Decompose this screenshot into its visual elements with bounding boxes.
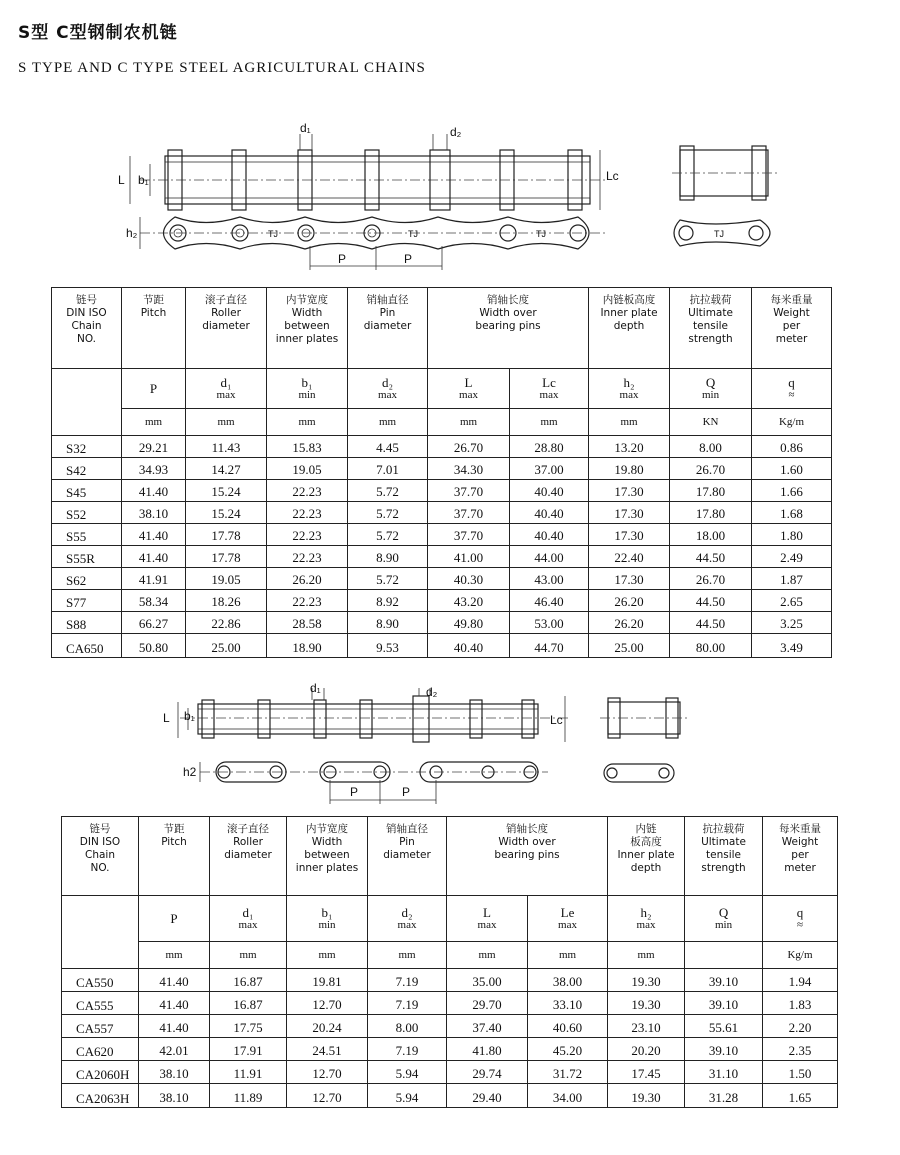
table-row xyxy=(62,992,838,1015)
value-cell: 41.40 xyxy=(122,480,186,502)
value-cell: 22.23 xyxy=(267,590,348,612)
symbol-cell: q ≈ xyxy=(752,369,832,409)
value-cell: 20.20 xyxy=(608,1038,685,1061)
value-cell: 39.10 xyxy=(685,969,763,992)
symbol-cell: h₂ max xyxy=(589,369,670,409)
value-cell: 9.53 xyxy=(348,634,428,658)
value-cell: 19.30 xyxy=(608,992,685,1015)
value-cell: 2.35 xyxy=(763,1038,838,1061)
value-cell: 16.87 xyxy=(210,992,287,1015)
dim-label-pitch: P xyxy=(404,252,413,266)
value-cell: 5.94 xyxy=(368,1084,447,1108)
value-cell: 15.83 xyxy=(267,436,348,458)
value-cell: 3.49 xyxy=(752,634,832,658)
value-cell: 50.80 xyxy=(122,634,186,658)
dim-label-h2: h₂ xyxy=(126,226,138,240)
col-header-plate-depth: 内链板高度 Inner plate depth xyxy=(589,288,670,369)
value-cell: 17.30 xyxy=(589,568,670,590)
c-type-table-body xyxy=(62,969,838,1108)
value-cell: 42.01 xyxy=(139,1038,210,1061)
value-cell: 8.00 xyxy=(368,1015,447,1038)
value-cell: 17.30 xyxy=(589,524,670,546)
col-header-tensile: 抗拉载荷 Ultimate tensile strength xyxy=(685,817,763,896)
table-row xyxy=(52,480,832,502)
s-type-spec-table xyxy=(51,287,832,658)
value-cell: 22.23 xyxy=(267,480,348,502)
symbol-cell: Lc max xyxy=(510,369,589,409)
dim-label-L: L xyxy=(118,173,125,187)
value-cell: 12.70 xyxy=(287,1061,368,1084)
value-cell: 25.00 xyxy=(186,634,267,658)
value-cell: 26.70 xyxy=(670,568,752,590)
symbol-cell: Le max xyxy=(528,896,608,942)
value-cell: 39.10 xyxy=(685,1038,763,1061)
value-cell: 17.30 xyxy=(589,502,670,524)
chain-number-cell: S45 xyxy=(52,480,122,502)
unit-cell: mm xyxy=(447,942,528,969)
value-cell: 29.74 xyxy=(447,1061,528,1084)
value-cell: 1.65 xyxy=(763,1084,838,1108)
value-cell: 45.20 xyxy=(528,1038,608,1061)
value-cell: 17.30 xyxy=(589,480,670,502)
value-cell: 37.00 xyxy=(510,458,589,480)
chain-number-cell: S52 xyxy=(52,502,122,524)
chain-blank-cell xyxy=(62,896,139,969)
symbol-cell: L max xyxy=(447,896,528,942)
value-cell: 40.40 xyxy=(510,502,589,524)
value-cell: 40.60 xyxy=(528,1015,608,1038)
value-cell: 1.66 xyxy=(752,480,832,502)
value-cell: 17.80 xyxy=(670,502,752,524)
chain-number-cell: S42 xyxy=(52,458,122,480)
symbol-cell: Q min xyxy=(670,369,752,409)
symbol-cell: h₂ max xyxy=(608,896,685,942)
table-row xyxy=(62,1015,838,1038)
table-row xyxy=(52,458,832,480)
value-cell: 25.00 xyxy=(589,634,670,658)
table-row xyxy=(62,969,838,992)
value-cell: 16.87 xyxy=(210,969,287,992)
value-cell: 31.10 xyxy=(685,1061,763,1084)
value-cell: 29.40 xyxy=(447,1084,528,1108)
value-cell: 1.94 xyxy=(763,969,838,992)
value-cell: 17.80 xyxy=(670,480,752,502)
dim-label-Lc: Lc xyxy=(550,713,563,727)
value-cell: 37.70 xyxy=(428,480,510,502)
col-header-inner-width: 内节宽度 Width between inner plates xyxy=(287,817,368,896)
table-row xyxy=(52,590,832,612)
col-header-plate-depth: 内链 板高度 Inner plate depth xyxy=(608,817,685,896)
chain-number-cell: S77 xyxy=(52,590,122,612)
value-cell: 37.70 xyxy=(428,502,510,524)
value-cell: 15.24 xyxy=(186,480,267,502)
col-header-tensile: 抗拉载荷 Ultimate tensile strength xyxy=(670,288,752,369)
chain-number-cell: CA2063H xyxy=(62,1084,139,1108)
value-cell: 26.20 xyxy=(267,568,348,590)
col-header-pin-length: 销轴长度 Width over bearing pins xyxy=(447,817,608,896)
col-header-weight: 每米重量 Weight per meter xyxy=(763,817,838,896)
symbol-cell: d₂ max xyxy=(348,369,428,409)
value-cell: 19.05 xyxy=(186,568,267,590)
chain-number-cell: CA620 xyxy=(62,1038,139,1061)
unit-cell: Kg/m xyxy=(752,409,832,436)
table-row xyxy=(62,1038,838,1061)
value-cell: 5.94 xyxy=(368,1061,447,1084)
value-cell: 58.34 xyxy=(122,590,186,612)
chain-number-cell: CA650 xyxy=(52,634,122,658)
table-row xyxy=(62,1084,838,1108)
value-cell: 17.78 xyxy=(186,524,267,546)
value-cell: 18.90 xyxy=(267,634,348,658)
unit-cell: mm xyxy=(528,942,608,969)
value-cell: 41.40 xyxy=(139,1015,210,1038)
value-cell: 34.93 xyxy=(122,458,186,480)
col-header-pitch: 节距 Pitch xyxy=(122,288,186,369)
value-cell: 34.00 xyxy=(528,1084,608,1108)
value-cell: 44.50 xyxy=(670,612,752,634)
value-cell: 2.20 xyxy=(763,1015,838,1038)
value-cell: 80.00 xyxy=(670,634,752,658)
value-cell: 38.10 xyxy=(122,502,186,524)
dim-label-d1: d₁ xyxy=(300,121,311,135)
unit-cell: KN xyxy=(670,409,752,436)
value-cell: 26.70 xyxy=(670,458,752,480)
value-cell: 26.70 xyxy=(428,436,510,458)
value-cell: 19.05 xyxy=(267,458,348,480)
value-cell: 34.30 xyxy=(428,458,510,480)
value-cell: 7.19 xyxy=(368,1038,447,1061)
dim-label-d2: d₂ xyxy=(426,685,438,699)
value-cell: 28.58 xyxy=(267,612,348,634)
symbol-cell: P xyxy=(122,369,186,409)
value-cell: 1.60 xyxy=(752,458,832,480)
value-cell: 11.91 xyxy=(210,1061,287,1084)
symbol-cell: d₂ max xyxy=(368,896,447,942)
value-cell: 11.89 xyxy=(210,1084,287,1108)
value-cell: 5.72 xyxy=(348,568,428,590)
value-cell: 38.00 xyxy=(528,969,608,992)
value-cell: 29.70 xyxy=(447,992,528,1015)
value-cell: 28.80 xyxy=(510,436,589,458)
page-title-chinese: S型 C型钢制农机链 xyxy=(18,23,178,43)
value-cell: 66.27 xyxy=(122,612,186,634)
dim-label-d1: d₁ xyxy=(310,681,321,695)
table-row xyxy=(62,1061,838,1084)
value-cell: 1.83 xyxy=(763,992,838,1015)
chain-drawing-s-type xyxy=(0,120,900,280)
value-cell: 4.45 xyxy=(348,436,428,458)
col-header-pin-diameter: 销轴直径 Pin diameter xyxy=(368,817,447,896)
chain-number-cell: CA557 xyxy=(62,1015,139,1038)
unit-cell xyxy=(685,942,763,969)
value-cell: 41.40 xyxy=(139,992,210,1015)
unit-cell: mm xyxy=(186,409,267,436)
top-view-rollers xyxy=(202,696,534,742)
chain-number-cell: CA555 xyxy=(62,992,139,1015)
value-cell: 2.49 xyxy=(752,546,832,568)
dim-label-h2: h2 xyxy=(183,765,197,779)
col-header-pitch: 节距 Pitch xyxy=(139,817,210,896)
col-header-inner-width: 内节宽度 Width between inner plates xyxy=(267,288,348,369)
value-cell: 5.72 xyxy=(348,480,428,502)
chain-blank-cell xyxy=(52,369,122,436)
value-cell: 33.10 xyxy=(528,992,608,1015)
symbol-cell: b₁ min xyxy=(287,896,368,942)
table-row xyxy=(52,502,832,524)
value-cell: 8.90 xyxy=(348,612,428,634)
symbol-cell: d₁ max xyxy=(210,896,287,942)
value-cell: 40.40 xyxy=(510,524,589,546)
value-cell: 17.45 xyxy=(608,1061,685,1084)
dim-label-b1: b₁ xyxy=(138,173,149,187)
chain-number-cell: S32 xyxy=(52,436,122,458)
value-cell: 29.21 xyxy=(122,436,186,458)
dim-label-d2: d₂ xyxy=(450,125,462,139)
dim-label-L: L xyxy=(163,711,170,725)
value-cell: 40.30 xyxy=(428,568,510,590)
chain-number-cell: S88 xyxy=(52,612,122,634)
symbol-cell: d₁ max xyxy=(186,369,267,409)
unit-cell: mm xyxy=(368,942,447,969)
value-cell: 44.50 xyxy=(670,590,752,612)
value-cell: 41.40 xyxy=(139,969,210,992)
value-cell: 17.75 xyxy=(210,1015,287,1038)
chain-number-cell: CA550 xyxy=(62,969,139,992)
value-cell: 24.51 xyxy=(287,1038,368,1061)
unit-cell: mm xyxy=(608,942,685,969)
unit-cell: mm xyxy=(287,942,368,969)
unit-cell: mm xyxy=(348,409,428,436)
value-cell: 19.80 xyxy=(589,458,670,480)
unit-cell: mm xyxy=(510,409,589,436)
value-cell: 11.43 xyxy=(186,436,267,458)
c-type-spec-table xyxy=(61,816,838,1108)
value-cell: 17.78 xyxy=(186,546,267,568)
value-cell: 38.10 xyxy=(139,1061,210,1084)
value-cell: 1.87 xyxy=(752,568,832,590)
value-cell: 0.86 xyxy=(752,436,832,458)
value-cell: 8.92 xyxy=(348,590,428,612)
value-cell: 26.20 xyxy=(589,590,670,612)
dim-label-Lc: Lc xyxy=(606,169,619,183)
value-cell: 44.70 xyxy=(510,634,589,658)
value-cell: 1.80 xyxy=(752,524,832,546)
value-cell: 19.30 xyxy=(608,1084,685,1108)
dim-label-pitch: P xyxy=(338,252,347,266)
value-cell: 5.72 xyxy=(348,524,428,546)
chain-number-cell: CA2060H xyxy=(62,1061,139,1084)
value-cell: 41.40 xyxy=(122,546,186,568)
value-cell: 43.20 xyxy=(428,590,510,612)
value-cell: 1.68 xyxy=(752,502,832,524)
value-cell: 7.19 xyxy=(368,992,447,1015)
tj-mark: TJ xyxy=(268,229,278,239)
col-header-roller-diameter: 滚子直径 Roller diameter xyxy=(186,288,267,369)
value-cell: 14.27 xyxy=(186,458,267,480)
symbol-cell: L max xyxy=(428,369,510,409)
value-cell: 19.30 xyxy=(608,969,685,992)
tj-mark: TJ xyxy=(408,229,418,239)
value-cell: 41.80 xyxy=(447,1038,528,1061)
chain-number-cell: S62 xyxy=(52,568,122,590)
table-row xyxy=(52,546,832,568)
value-cell: 3.25 xyxy=(752,612,832,634)
value-cell: 49.80 xyxy=(428,612,510,634)
value-cell: 39.10 xyxy=(685,992,763,1015)
chain-number-cell: S55 xyxy=(52,524,122,546)
value-cell: 22.40 xyxy=(589,546,670,568)
value-cell: 46.40 xyxy=(510,590,589,612)
value-cell: 53.00 xyxy=(510,612,589,634)
unit-cell: mm xyxy=(267,409,348,436)
tj-mark: TJ xyxy=(536,229,546,239)
value-cell: 7.01 xyxy=(348,458,428,480)
unit-cell: mm xyxy=(428,409,510,436)
value-cell: 8.00 xyxy=(670,436,752,458)
value-cell: 12.70 xyxy=(287,992,368,1015)
value-cell: 22.86 xyxy=(186,612,267,634)
col-header-chain-no: 链号 DIN ISO Chain NO. xyxy=(62,817,139,896)
unit-cell: mm xyxy=(210,942,287,969)
chain-number-cell: S55R xyxy=(52,546,122,568)
value-cell: 40.40 xyxy=(510,480,589,502)
unit-cell: Kg/m xyxy=(763,942,838,969)
tj-mark: TJ xyxy=(714,229,724,239)
col-header-roller-diameter: 滚子直径 Roller diameter xyxy=(210,817,287,896)
value-cell: 20.24 xyxy=(287,1015,368,1038)
value-cell: 37.70 xyxy=(428,524,510,546)
symbol-cell: P xyxy=(139,896,210,942)
value-cell: 31.72 xyxy=(528,1061,608,1084)
value-cell: 22.23 xyxy=(267,502,348,524)
table-row xyxy=(52,436,832,458)
value-cell: 18.26 xyxy=(186,590,267,612)
symbol-cell: q ≈ xyxy=(763,896,838,942)
table-row xyxy=(52,524,832,546)
col-header-weight: 每米重量 Weight per meter xyxy=(752,288,832,369)
dim-label-pitch: P xyxy=(402,785,411,799)
col-header-pin-length: 销轴长度 Width over bearing pins xyxy=(428,288,589,369)
value-cell: 26.20 xyxy=(589,612,670,634)
value-cell: 44.50 xyxy=(670,546,752,568)
unit-cell: mm xyxy=(122,409,186,436)
chain-drawing-c-type xyxy=(0,680,900,810)
value-cell: 22.23 xyxy=(267,546,348,568)
value-cell: 8.90 xyxy=(348,546,428,568)
value-cell: 40.40 xyxy=(428,634,510,658)
value-cell: 19.81 xyxy=(287,969,368,992)
value-cell: 41.91 xyxy=(122,568,186,590)
col-header-chain-no: 链号 DIN ISO Chain NO. xyxy=(52,288,122,369)
symbol-cell: b₁ min xyxy=(267,369,348,409)
value-cell: 38.10 xyxy=(139,1084,210,1108)
value-cell: 23.10 xyxy=(608,1015,685,1038)
value-cell: 35.00 xyxy=(447,969,528,992)
table-row xyxy=(52,568,832,590)
dim-label-b1: b₁ xyxy=(184,709,195,723)
dim-label-pitch: P xyxy=(350,785,359,799)
col-header-pin-diameter: 销轴直径 Pin diameter xyxy=(348,288,428,369)
value-cell: 44.00 xyxy=(510,546,589,568)
value-cell: 41.40 xyxy=(122,524,186,546)
value-cell: 18.00 xyxy=(670,524,752,546)
value-cell: 15.24 xyxy=(186,502,267,524)
value-cell: 7.19 xyxy=(368,969,447,992)
unit-cell: mm xyxy=(589,409,670,436)
value-cell: 31.28 xyxy=(685,1084,763,1108)
unit-cell: mm xyxy=(139,942,210,969)
table-row xyxy=(52,612,832,634)
value-cell: 2.65 xyxy=(752,590,832,612)
page-title-english: S TYPE AND C TYPE STEEL AGRICULTURAL CHAINS xyxy=(18,60,426,76)
table-row xyxy=(52,634,832,658)
value-cell: 41.00 xyxy=(428,546,510,568)
value-cell: 55.61 xyxy=(685,1015,763,1038)
value-cell: 13.20 xyxy=(589,436,670,458)
value-cell: 17.91 xyxy=(210,1038,287,1061)
value-cell: 37.40 xyxy=(447,1015,528,1038)
value-cell: 43.00 xyxy=(510,568,589,590)
s-type-table-body xyxy=(52,436,832,658)
value-cell: 5.72 xyxy=(348,502,428,524)
value-cell: 12.70 xyxy=(287,1084,368,1108)
value-cell: 22.23 xyxy=(267,524,348,546)
symbol-cell: Q min xyxy=(685,896,763,942)
value-cell: 1.50 xyxy=(763,1061,838,1084)
